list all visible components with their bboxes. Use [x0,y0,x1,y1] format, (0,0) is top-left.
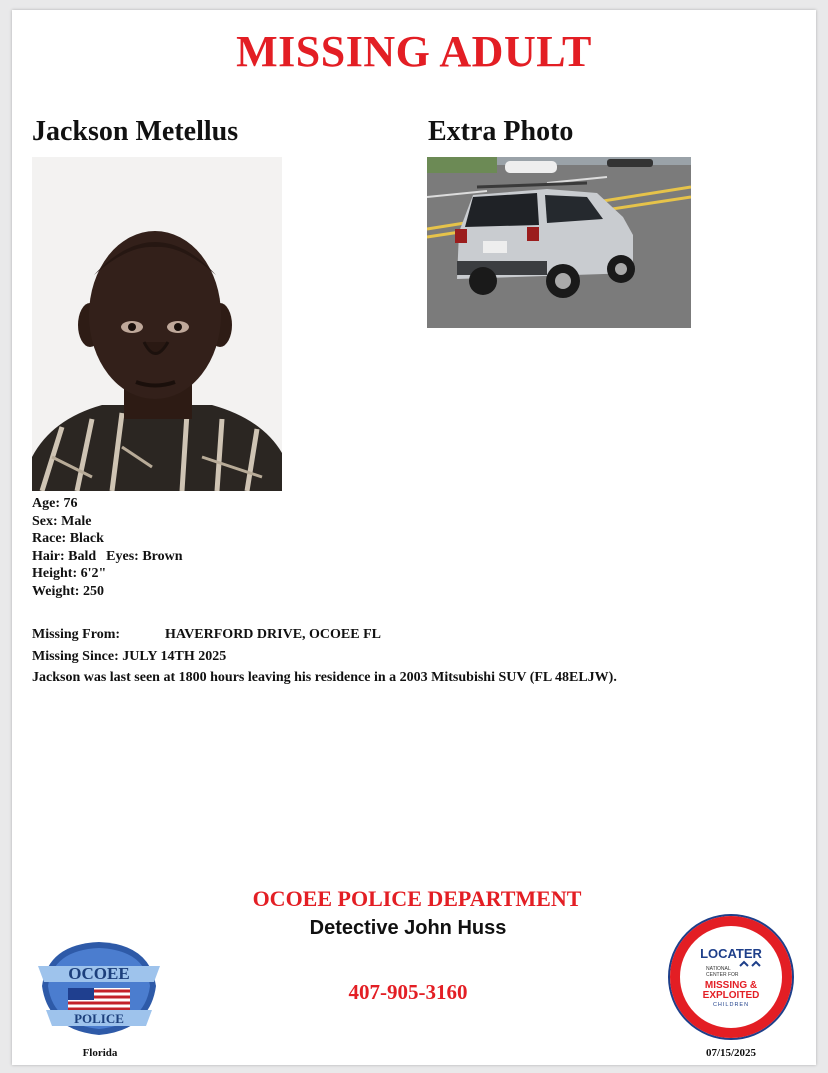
ncmec-locater-icon [666,912,796,1042]
detective-name: Detective John Huss [309,917,507,939]
race-field: Race: Black [32,531,104,546]
ocoee-police-badge [38,938,160,1038]
locater-missing: MISSING & [704,980,758,991]
locater-word: LOCATER [700,946,762,961]
extra-photo-label: Extra Photo [428,116,574,147]
missing-from-label: Missing From: [32,627,121,642]
missing-from-value: HAVERFORD DRIVE, OCOEE FL [165,627,381,642]
missing-info [32,624,617,689]
last-seen-description: Jackson was last seen at 1800 hours leaving his residence in a 2003 Mitsubishi SUV (FL 48ELJW). [32,670,617,685]
locater-exploited: EXPLOITED [702,990,760,1001]
sex-field: Sex: Male [32,513,92,529]
locater-org-line2: CENTER FOR [706,972,739,978]
subject-photo [32,157,282,491]
height-field: Height: 6'2" [32,566,107,581]
locater-ring-text: Lost Child Alert Technology Resource [679,924,783,975]
police-badge-icon [38,938,160,1038]
age-field: Age: 76 [32,496,78,511]
extra-photo [427,157,691,328]
suv-vehicle-icon [427,157,691,328]
locater-children: CHILDREN [712,1002,750,1008]
page-title: MISSING ADULT [236,27,592,76]
missing-from-row [32,624,617,646]
eyes-field: Eyes: Brown [106,548,183,564]
hair-field: Hair: Bald [32,548,97,564]
person-portrait-icon [32,157,282,491]
weight-field: Weight: 250 [32,583,104,599]
hair-eyes-row [32,548,183,566]
locater-org-line1: NATIONAL [706,966,731,972]
subject-name: Jackson Metellus [32,116,239,147]
missing-since: Missing Since: JULY 14TH 2025 [32,648,227,664]
badge-bottom-text: POLICE [74,1011,124,1026]
flyer-date: 07/15/2025 [705,1047,757,1059]
physical-details [32,495,183,600]
department-name: OCOEE POLICE DEPARTMENT [252,886,582,911]
locater-logo [666,912,796,1042]
florida-caption: Florida [82,1047,118,1059]
badge-top-text: OCOEE [68,964,130,983]
contact-phone: 407-905-3160 [348,980,468,1004]
